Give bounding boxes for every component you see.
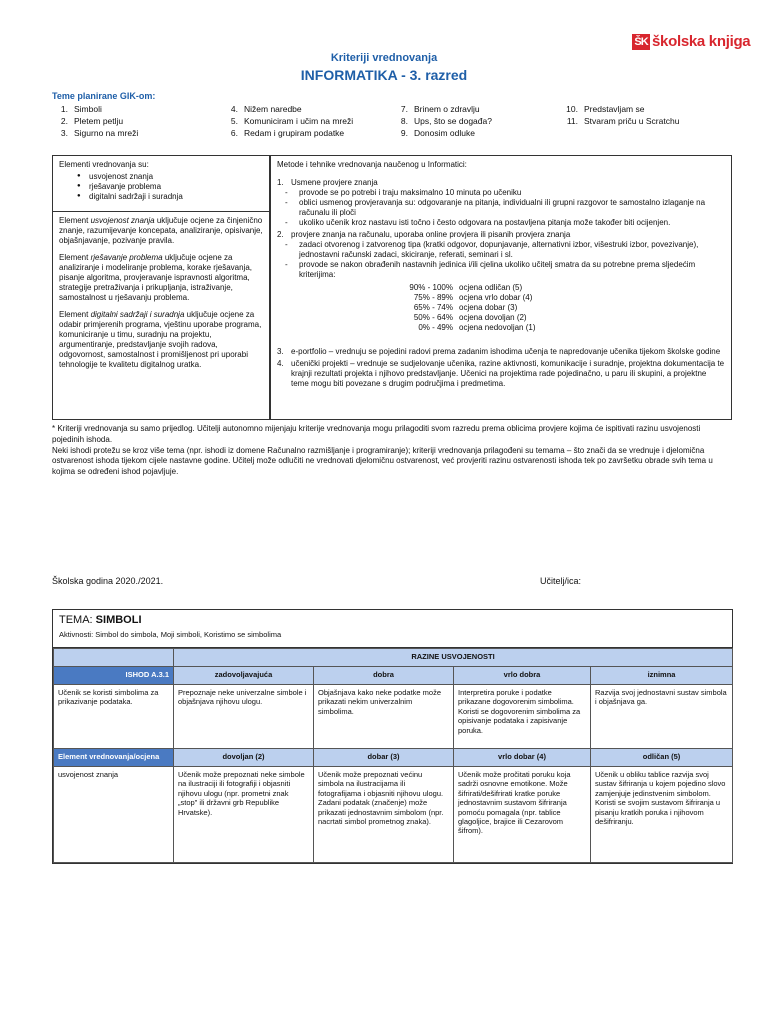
element-digital-content-desc: Element digitalni sadržaji i suradnja uključuje ocjene za odabir primjerenih programa, vještinu uporabe programa, komuniciranje u timu, suradnju na projektu, argumentiranje, predstavljanje svojih radova, odgovornost, samostalnost i promišljenost pri uporabi tehnologije te kvalitetu digitalnog uratka.: [59, 310, 262, 369]
theme-item: 11. Stvaram priču u Scratchu: [566, 116, 680, 126]
table-row: [54, 685, 733, 749]
element-problem-solving-desc: Element rješavanje problema uključuje ocjene za analiziranje i modeliranje problema, korake rješavanja, pisanje algoritma, provjeravanje ispravnosti algoritma, strategije pretraživanja i prikupljanja, istraživanje, samostalnost u rješavanju problema.: [59, 253, 252, 302]
grade-scale-row: 65% - 74% ocjena dobar (3): [413, 303, 518, 312]
footnotes: [52, 424, 732, 478]
elements-list: [77, 172, 263, 202]
list-item: ● rješavanje problema: [77, 182, 263, 192]
table-cell: Objašnjava kako neke podatke može prikazati nekim univerzalnim simbolima.: [314, 685, 454, 749]
theme-item: 9. Donosim odluke: [400, 128, 475, 138]
level-header: vrlo dobra: [454, 667, 591, 685]
outcome-code: ISHOD A.3.1: [54, 667, 174, 685]
table-row: [54, 649, 733, 667]
evaluation-elements-box: [52, 155, 270, 420]
list-item: ● usvojenost znanja: [77, 172, 263, 182]
level-header: dobra: [314, 667, 454, 685]
document-title: INFORMATIKA - 3. razred: [300, 67, 468, 83]
table-cell: Učenik može prepoznati neke simbole na ilustraciji ili fotografiji i objasniti njihovu ulogu (npr. prometni znak „stop" ili državni grb Republike Hrvatske).: [174, 767, 314, 863]
theme-activities: Aktivnosti: Simbol do simbola, Moji simboli, Koristimo se simbolima: [59, 629, 282, 639]
document-subtitle: Kriteriji vrednovanja: [330, 52, 438, 64]
rubric-table: [53, 648, 733, 863]
grade-scale-row: 50% - 64% ocjena dovoljan (2): [413, 313, 527, 322]
table-cell: [54, 649, 174, 667]
table-row: [54, 749, 733, 767]
grade-scale-row: 75% - 89% ocjena vrlo dobar (4): [413, 293, 533, 302]
elements-list-cell: [53, 156, 269, 212]
list-item: ● digitalni sadržaji i suradnja: [77, 192, 263, 202]
table-cell: Razvija svoj jednostavni sustav simbola i objašnjava ga.: [591, 685, 733, 749]
method-oral-detail: - provode se po potrebi i traju maksimalno 10 minuta po učeniku: [277, 188, 725, 198]
levels-header: RAZINE USVOJENOSTI: [174, 649, 733, 667]
grade-header: vrlo dobar (4): [454, 749, 591, 767]
elements-intro: Elementi vrednovanja su:: [59, 160, 149, 169]
theme-title: TEMA: SIMBOLI: [59, 614, 142, 626]
table-cell: Interpretira poruke i podatke prikazane dogovorenim simbolima. Koristi se dogovorenim simbolima za opisivanje podataka i zapisivanje poruka.: [454, 685, 591, 749]
logo-mark: ŠK: [632, 34, 650, 50]
publisher-logo: [632, 33, 750, 52]
table-cell: Učenik može prepoznati većinu simbola na ilustracijama ili fotografijama i objasniti njihovu ulogu. Zadani podatak (značenje) može prikazati jednostavnim simbolom (npr. nacrtati simbol prometnog znaka).: [314, 767, 454, 863]
element-header: Element vrednovanja/ocjena: [54, 749, 174, 767]
theme-item: 10. Predstavljam se: [566, 104, 645, 114]
grade-scale-row: 0% - 49% ocjena nedovoljan (1): [418, 323, 536, 332]
theme-item: 3. Sigurno na mreži: [60, 128, 139, 138]
theme-item: 6. Redam i grupiram podatke: [230, 128, 345, 138]
grade-scale: [277, 283, 725, 333]
theme-item: 8. Ups, što se događa?: [400, 116, 492, 126]
method-eportfolio: 3. e-portfolio – vrednuju se pojedini radovi prema zadanim ishodima učenja te napredovanje učenika tijekom školske godine: [277, 347, 721, 356]
grade-header: odličan (5): [591, 749, 733, 767]
theme-item: 5. Komuniciram i učim na mreži: [230, 116, 354, 126]
theme-rubric: [52, 609, 733, 864]
teacher-field: Učitelj/ica:: [540, 576, 582, 586]
themes-list: [52, 104, 732, 144]
method-written: 2. provjere znanja na računalu, uporaba online provjera ili pisanih provjera znanja: [277, 230, 571, 239]
grade-header: dovoljan (2): [174, 749, 314, 767]
footnote: * Kriteriji vrednovanja su samo prijedlog. Učitelji autonomno mijenjaju kriterije vrednovanja mogu prilagoditi svom razredu prema oblicima provjere kojima će ispitivati razinu usvojenosti pojedinih ishoda.: [52, 424, 701, 444]
outcome-text: Učenik se koristi simbolima za prikazivanje podataka.: [54, 685, 174, 749]
themes-heading: Teme planirane GIK-om:: [52, 91, 156, 101]
level-header: iznimna: [591, 667, 733, 685]
method-oral: 1. Usmene provjere znanja: [277, 178, 378, 187]
theme-item: 2. Pletem petlju: [60, 116, 124, 126]
methods-intro: Metode i tehnike vrednovanja naučenog u Informatici:: [277, 160, 467, 169]
element-name: usvojenost znanja: [54, 767, 174, 863]
theme-item: 1. Simboli: [60, 104, 102, 114]
method-oral-detail: - ukoliko učenik kroz nastavu isti točno i često odgovara na postavljena pitanja može također biti ocijenjen.: [277, 218, 725, 228]
evaluation-methods-box: [270, 155, 732, 420]
theme-item: 4. Nižem naredbe: [230, 104, 302, 114]
elements-description-cell: [53, 212, 269, 381]
logo-text: školska knjiga: [652, 33, 751, 50]
method-written-detail: - provode se nakon obrađenih nastavnih jedinica i/ili cjelina ukoliko učitelj smatra da su potrebne prema sljedećim kriterijima:: [277, 260, 725, 280]
level-header: zadovoljavajuća: [174, 667, 314, 685]
table-row: [54, 767, 733, 863]
grade-header: dobar (3): [314, 749, 454, 767]
table-row: [54, 667, 733, 685]
table-cell: Učenik može pročitati poruku koja sadrži osnovne emotikone. Može šifrirati/dešifrirati kratke poruke jednostavnim sustavom šifriranja pomoću pomagala (npr. tablice glagoljice, brajice ili Cezarovom šifrom).: [454, 767, 591, 863]
element-knowledge-desc: Element usvojenost znanja uključuje ocjene za činjenično znanje, razumijevanje koncepata, analiziranje, opisivanje, objašnjavanje, pozivanje pravila.: [59, 216, 263, 245]
footnote: Neki ishodi protežu se kroz više tema (npr. ishodi iz domene Računalno razmišljanje i programiranje); kriteriji vrednovanja prilagođeni su temama – što znači da se vrednuje i djelomična ostvarenost ishoda tijekom cijele nastavne godine. Učitelj može odlučiti ne vrednovati djelomičnu ostvarenost, već provjeriti razinu ostvarenosti ishoda tek po završetku obrade svih tema u kojima se određeni ishod pojavljuje.: [52, 445, 713, 477]
theme-item: 7. Brinem o zdravlju: [400, 104, 480, 114]
method-oral-detail: - oblici usmenog provjeravanja su: odgovaranje na pitanja, individualni ili grupni razgovor te samostalno izlaganje na računalu ili ploči: [277, 198, 725, 218]
method-written-detail: - zadaci otvorenog i zatvorenog tipa (kratki odgovor, dopunjavanje, alternativni izbor, višestruki izbor, povezivanje), jednostavni računski zadaci, skiciranje, referati, seminari i sl.: [277, 240, 725, 260]
table-cell: Učenik u obliku tablice razvija svoj sustav šifriranja u kojem pojedino slovo zamjenjuje jedinstvenim simbolom. Koristi se svojim sustavom šifriranja u pisanju kratkih poruka i njihovom dešifriranju.: [591, 767, 733, 863]
school-year: Školska godina 2020./2021.: [52, 576, 164, 586]
theme-rubric-header: [53, 610, 732, 648]
method-projects: 4. učenički projekti – vrednuje se sudjelovanje učenika, razine aktivnosti, komunikacije i suradnje, projektna dokumentacija te krajnji rezultati projekta i njihovo predstavljanje. Učenici na projektima rade pojedinačno, u paru ili skupini, a projektne teme mogu biti povezane s drugim područjima i predmetima.: [277, 359, 725, 388]
table-cell: Prepoznaje neke univerzalne simbole i objašnjava njihovu ulogu.: [174, 685, 314, 749]
grade-scale-row: 90% - 100% ocjena odličan (5): [409, 283, 523, 292]
